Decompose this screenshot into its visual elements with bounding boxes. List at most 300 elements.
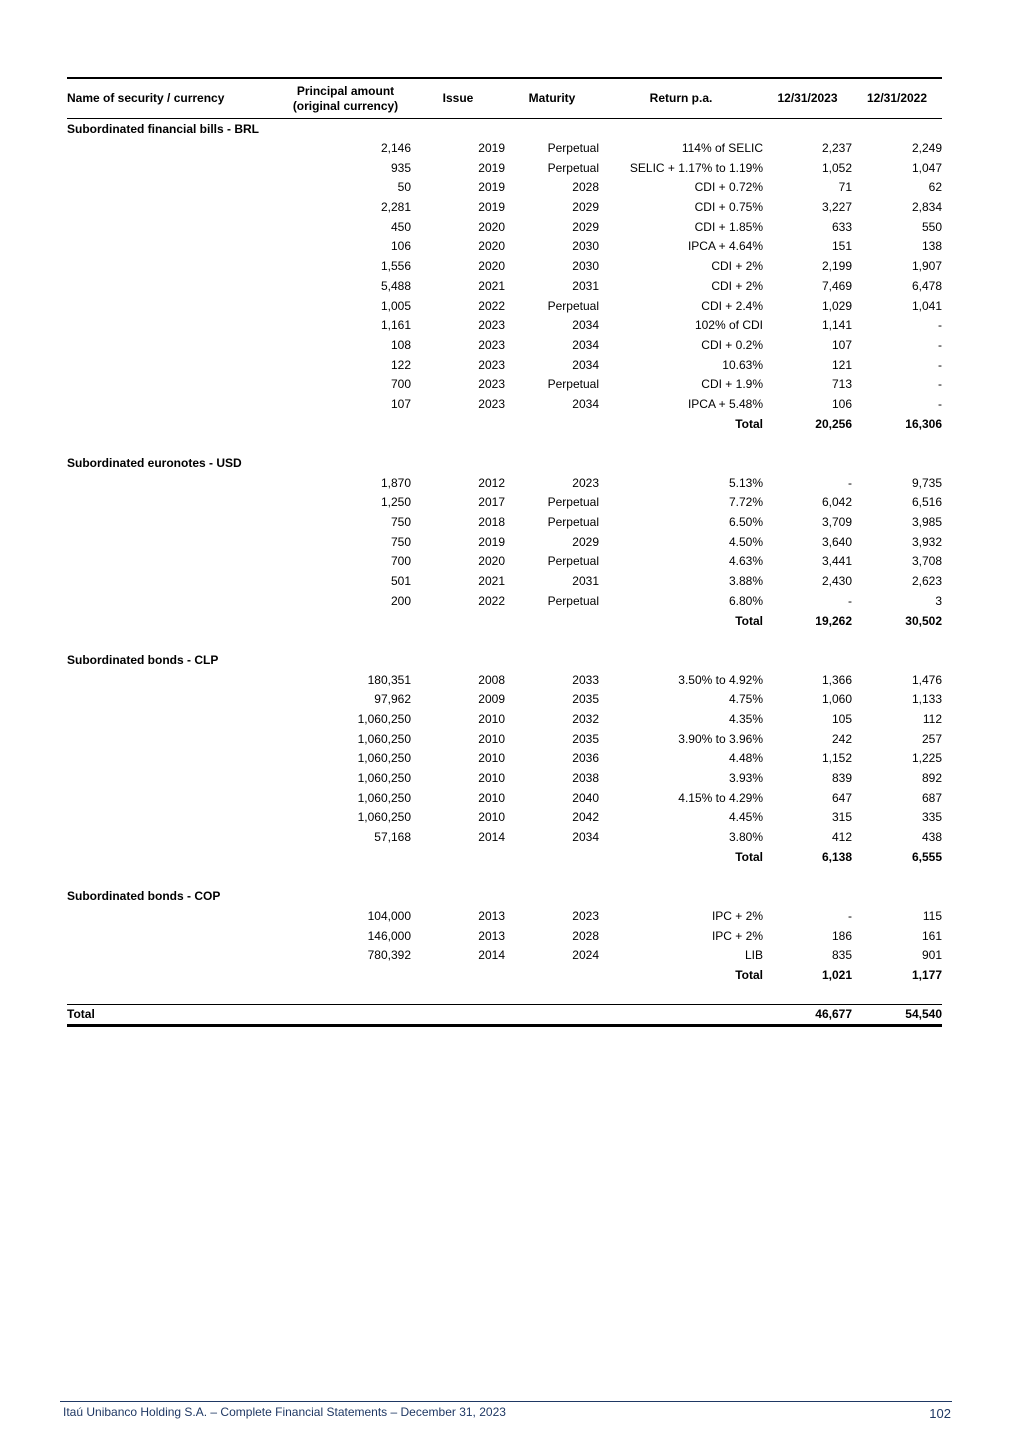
header-principal-line1: Principal amount [296, 83, 395, 98]
table-cell: 2023 [572, 475, 599, 490]
empty-cell [67, 630, 942, 650]
table-cell: 1,041 [911, 298, 942, 313]
table-cell: 2023 [478, 396, 505, 411]
table-cell: 2023 [572, 908, 599, 923]
empty-cell [280, 611, 411, 631]
table-cell: 6,516 [911, 495, 942, 510]
table-cell: 2038 [572, 771, 599, 786]
empty-cell [280, 1004, 411, 1025]
table-cell: Perpetual [547, 377, 599, 392]
table-row [67, 532, 942, 552]
table-cell: 2010 [478, 711, 505, 726]
table-cell: 106 [390, 239, 411, 254]
table-cell: 2014 [478, 830, 505, 845]
table-cell: 2019 [478, 141, 505, 156]
table-row [67, 571, 942, 591]
table-cell: 4.75% [728, 692, 763, 707]
empty-cell [67, 808, 280, 828]
table-cell: 2023 [478, 337, 505, 352]
section-title: Subordinated euronotes - USD [67, 456, 242, 471]
section-title: Subordinated financial bills - BRL [67, 121, 260, 136]
spacer-row [67, 630, 942, 650]
empty-cell [67, 158, 280, 178]
subtotal-label: Total [735, 613, 763, 628]
table-cell: 2032 [572, 711, 599, 726]
table-cell: 835 [831, 948, 852, 963]
subtotal-row [67, 847, 942, 867]
subtotal-label: Total [735, 849, 763, 864]
table-cell: 146,000 [367, 928, 411, 943]
table-cell: 138 [921, 239, 942, 254]
table-row [67, 138, 942, 158]
empty-cell [67, 847, 280, 867]
subtotal-label: Total [735, 416, 763, 431]
table-cell: CDI + 1.85% [694, 219, 763, 234]
table-cell: CDI + 2.4% [701, 298, 763, 313]
empty-cell [411, 847, 505, 867]
table-cell: 122 [390, 357, 411, 372]
table-cell: 892 [921, 771, 942, 786]
table-row [67, 827, 942, 847]
empty-cell [505, 847, 599, 867]
table-cell: 1,029 [821, 298, 852, 313]
table-row [67, 689, 942, 709]
table-cell: IPC + 2% [711, 908, 763, 923]
table-cell: 687 [921, 790, 942, 805]
table-cell: 106 [831, 396, 852, 411]
table-cell: 1,152 [821, 751, 852, 766]
table-cell: 7,469 [821, 278, 852, 293]
table-cell: 4.35% [728, 711, 763, 726]
empty-cell [67, 906, 280, 926]
table-cell: 315 [831, 810, 852, 825]
table-cell: 1,141 [821, 318, 852, 333]
empty-cell [67, 256, 280, 276]
table-cell: 2035 [572, 731, 599, 746]
table-cell: 2010 [478, 810, 505, 825]
empty-cell [67, 414, 280, 434]
table-row [67, 749, 942, 769]
table-cell: 2021 [478, 278, 505, 293]
subtotal-2022: 1,177 [911, 967, 942, 982]
empty-cell [411, 1004, 505, 1025]
table-cell: 1,005 [380, 298, 411, 313]
table-cell: 2013 [478, 928, 505, 943]
subtotal-2022: 6,555 [911, 849, 942, 864]
empty-cell [411, 414, 505, 434]
table-cell: 2008 [478, 672, 505, 687]
table-cell: 1,060,250 [357, 771, 411, 786]
table-cell: 1,133 [911, 692, 942, 707]
table-cell: IPCA + 5.48% [687, 396, 763, 411]
table-cell: CDI + 0.72% [694, 180, 763, 195]
footer-text: Itaú Unibanco Holding S.A. – Complete Financial Statements – December 31, 2023 [63, 1405, 506, 1419]
empty-cell [67, 217, 280, 237]
table-cell: 2,249 [911, 141, 942, 156]
table-cell: 2010 [478, 790, 505, 805]
table-cell: 2029 [572, 200, 599, 215]
table-cell: 450 [390, 219, 411, 234]
table-cell: 102% of CDI [694, 318, 763, 333]
table-cell: 412 [831, 830, 852, 845]
table-cell: 2019 [478, 200, 505, 215]
table-cell: 4.48% [728, 751, 763, 766]
table-cell: 2020 [478, 554, 505, 569]
table-cell: CDI + 0.2% [701, 337, 763, 352]
table-cell: 5,488 [380, 278, 411, 293]
table-cell: LIB [744, 948, 763, 963]
table-cell: 108 [390, 337, 411, 352]
table-cell: 839 [831, 771, 852, 786]
table-cell: - [938, 337, 942, 352]
empty-cell [599, 1004, 763, 1025]
empty-cell [67, 591, 280, 611]
table-cell: 1,161 [380, 318, 411, 333]
table-cell: 2030 [572, 239, 599, 254]
empty-cell [67, 788, 280, 808]
table-cell: 4.63% [728, 554, 763, 569]
table-cell: SELIC + 1.17% to 1.19% [629, 160, 763, 175]
table-row [67, 788, 942, 808]
table-row [67, 276, 942, 296]
empty-cell [67, 749, 280, 769]
table-cell: 2040 [572, 790, 599, 805]
empty-cell [280, 847, 411, 867]
table-cell: 2,281 [380, 200, 411, 215]
table-cell: 5.13% [728, 475, 763, 490]
table-cell: 2024 [572, 948, 599, 963]
table-cell: 2018 [478, 515, 505, 530]
empty-cell [67, 571, 280, 591]
grand-total-2022: 54,540 [852, 1004, 942, 1025]
table-cell: - [938, 377, 942, 392]
empty-cell [67, 493, 280, 513]
table-row [67, 217, 942, 237]
empty-cell [411, 965, 505, 985]
table-row [67, 178, 942, 198]
table-cell: 1,060,250 [357, 711, 411, 726]
empty-cell [67, 473, 280, 493]
header-2022: 12/31/2022 [852, 78, 942, 119]
empty-cell [67, 512, 280, 532]
table-cell: 2029 [572, 534, 599, 549]
table-cell: 2009 [478, 692, 505, 707]
table-cell: 62 [928, 180, 942, 195]
subtotal-2022: 30,502 [905, 613, 942, 628]
table-cell: 97,962 [374, 692, 411, 707]
table-cell: 6.80% [728, 593, 763, 608]
table-cell: 2,834 [911, 200, 942, 215]
table-header [67, 78, 942, 119]
table-cell: 3,709 [821, 515, 852, 530]
subtotal-2023: 6,138 [821, 849, 852, 864]
table-cell: 2,623 [911, 574, 942, 589]
subtotal-row [67, 414, 942, 434]
header-name: Name of security / currency [67, 78, 280, 119]
subtotal-label: Total [735, 967, 763, 982]
table-cell: 1,225 [911, 751, 942, 766]
table-row [67, 197, 942, 217]
header-principal [280, 78, 411, 119]
empty-cell [505, 965, 599, 985]
table-cell: 750 [390, 534, 411, 549]
table-cell: 2014 [478, 948, 505, 963]
table-row [67, 335, 942, 355]
empty-cell [67, 335, 280, 355]
empty-cell [67, 945, 280, 965]
table-cell: Perpetual [547, 554, 599, 569]
empty-cell [67, 689, 280, 709]
table-row [67, 473, 942, 493]
table-body [67, 119, 942, 1026]
section-title: Subordinated bonds - COP [67, 889, 221, 904]
table-cell: 3,227 [821, 200, 852, 215]
table-cell: 633 [831, 219, 852, 234]
table-cell: 1,907 [911, 259, 942, 274]
table-cell: 200 [390, 593, 411, 608]
table-row [67, 552, 942, 572]
empty-cell [67, 709, 280, 729]
page-footer [60, 1401, 952, 1424]
empty-cell [67, 611, 280, 631]
table-cell: 2,237 [821, 141, 852, 156]
table-cell: Perpetual [547, 160, 599, 175]
grand-total-row [67, 1004, 942, 1025]
empty-cell [67, 729, 280, 749]
table-cell: 257 [921, 731, 942, 746]
table-cell: 10.63% [722, 357, 763, 372]
table-cell: 161 [921, 928, 942, 943]
table-cell: 2,146 [380, 141, 411, 156]
table-cell: 6.50% [728, 515, 763, 530]
empty-cell [67, 355, 280, 375]
table-cell: 3,932 [911, 534, 942, 549]
table-cell: 2029 [572, 219, 599, 234]
table-cell: 2035 [572, 692, 599, 707]
table-cell: 2033 [572, 672, 599, 687]
table-cell: - [938, 318, 942, 333]
empty-cell [67, 296, 280, 316]
table-row [67, 158, 942, 178]
table-cell: 6,478 [911, 278, 942, 293]
table-row [67, 768, 942, 788]
table-row [67, 237, 942, 257]
table-row [67, 808, 942, 828]
empty-cell [411, 611, 505, 631]
table-cell: 1,060,250 [357, 751, 411, 766]
table-cell: 3,708 [911, 554, 942, 569]
subtotal-row [67, 611, 942, 631]
table-cell: 50 [397, 180, 411, 195]
empty-cell [67, 926, 280, 946]
table-cell: Perpetual [547, 298, 599, 313]
table-cell: 107 [831, 337, 852, 352]
empty-cell [67, 670, 280, 690]
section-title: Subordinated bonds - CLP [67, 652, 219, 667]
table-cell: 3.50% to 4.92% [678, 672, 763, 687]
table-cell: 780,392 [367, 948, 411, 963]
table-cell: 2020 [478, 239, 505, 254]
table-cell: 2023 [478, 377, 505, 392]
table-cell: 4.45% [728, 810, 763, 825]
table-cell: Perpetual [547, 495, 599, 510]
table-row [67, 729, 942, 749]
empty-cell [67, 138, 280, 158]
table-cell: 3.90% to 3.96% [678, 731, 763, 746]
table-row [67, 296, 942, 316]
table-row [67, 512, 942, 532]
table-row [67, 709, 942, 729]
table-row [67, 394, 942, 414]
table-row [67, 591, 942, 611]
section-title-row [67, 886, 942, 906]
subtotal-2022: 16,306 [905, 416, 942, 431]
section-title-row [67, 119, 942, 139]
table-cell: 112 [922, 711, 942, 726]
table-cell: 2019 [478, 180, 505, 195]
empty-cell [67, 965, 280, 985]
table-cell: 186 [831, 928, 852, 943]
table-cell: 71 [838, 180, 852, 195]
table-cell: 2042 [572, 810, 599, 825]
table-cell: 2034 [572, 396, 599, 411]
table-cell: 3.80% [728, 830, 763, 845]
table-cell: 3,985 [911, 515, 942, 530]
empty-cell [505, 611, 599, 631]
table-cell: 2034 [572, 318, 599, 333]
table-cell: 1,060,250 [357, 731, 411, 746]
table-cell: 1,060,250 [357, 810, 411, 825]
table-cell: 2023 [478, 318, 505, 333]
table-cell: 1,556 [380, 259, 411, 274]
spacer-row [67, 867, 942, 887]
subtotal-2023: 20,256 [815, 416, 852, 431]
table-cell: 2,199 [821, 259, 852, 274]
page-number: 102 [929, 1406, 951, 1421]
table-row [67, 374, 942, 394]
table-cell: 3,441 [821, 554, 852, 569]
header-2023: 12/31/2023 [763, 78, 852, 119]
table-cell: 4.50% [728, 534, 763, 549]
table-cell: CDI + 2% [711, 259, 763, 274]
table-cell: 2023 [478, 357, 505, 372]
empty-cell [67, 867, 942, 887]
table-cell: 3.93% [728, 771, 763, 786]
table-cell: 2019 [478, 534, 505, 549]
table-cell: - [848, 908, 852, 923]
table-cell: - [848, 593, 852, 608]
table-cell: 2022 [478, 298, 505, 313]
table-cell: 2013 [478, 908, 505, 923]
table-cell: 501 [390, 574, 411, 589]
table-cell: IPCA + 4.64% [687, 239, 763, 254]
table-cell: 438 [921, 830, 942, 845]
table-cell: 2017 [478, 495, 505, 510]
empty-cell [505, 1004, 599, 1025]
table-cell: 2036 [572, 751, 599, 766]
empty-cell [505, 414, 599, 434]
table-cell: 1,060 [821, 692, 852, 707]
table-cell: CDI + 1.9% [701, 377, 763, 392]
table-cell: 750 [390, 515, 411, 530]
table-cell: 121 [831, 357, 852, 372]
table-cell: 242 [831, 731, 852, 746]
table-cell: 9,735 [911, 475, 942, 490]
table-cell: 1,250 [380, 495, 411, 510]
table-cell: IPC + 2% [711, 928, 763, 943]
table-cell: 2034 [572, 357, 599, 372]
table-cell: 2019 [478, 160, 505, 175]
table-cell: 4.15% to 4.29% [678, 790, 763, 805]
empty-cell [280, 414, 411, 434]
table-cell: 2028 [572, 928, 599, 943]
table-cell: 2034 [572, 337, 599, 352]
header-principal-line2: (original currency) [292, 98, 399, 113]
table-row [67, 315, 942, 335]
table-cell: Perpetual [547, 141, 599, 156]
table-cell: 2034 [572, 830, 599, 845]
header-return: Return p.a. [599, 78, 763, 119]
empty-cell [67, 374, 280, 394]
table-row [67, 945, 942, 965]
table-cell: 901 [921, 948, 942, 963]
table-cell: 3.88% [728, 574, 763, 589]
table-cell: 105 [831, 711, 852, 726]
subtotal-row [67, 965, 942, 985]
table-cell: Perpetual [547, 515, 599, 530]
table-cell: - [938, 357, 942, 372]
table-cell: 2031 [572, 278, 599, 293]
table-cell: 700 [390, 554, 411, 569]
empty-cell [67, 315, 280, 335]
table-cell: 114% of SELIC [681, 141, 763, 156]
table-cell: 3,640 [821, 534, 852, 549]
table-cell: 1,476 [911, 672, 942, 687]
table-cell: 2010 [478, 751, 505, 766]
table-cell: Perpetual [547, 593, 599, 608]
table-cell: 180,351 [367, 672, 411, 687]
grand-total-2023: 46,677 [763, 1004, 852, 1025]
table-cell: 6,042 [821, 495, 852, 510]
empty-cell [67, 827, 280, 847]
table-cell: 713 [831, 377, 852, 392]
header-maturity: Maturity [505, 78, 599, 119]
table-cell: 2031 [572, 574, 599, 589]
subtotal-2023: 19,262 [815, 613, 852, 628]
table-cell: 2012 [478, 475, 505, 490]
table-cell: 2010 [478, 771, 505, 786]
table-cell: 2020 [478, 219, 505, 234]
table-cell: 115 [922, 908, 942, 923]
table-cell: 1,052 [821, 160, 852, 175]
subordinated-debt-table [67, 77, 942, 1027]
empty-cell [67, 434, 942, 454]
empty-cell [67, 276, 280, 296]
empty-cell [67, 178, 280, 198]
table-cell: 2010 [478, 731, 505, 746]
table-cell: 107 [390, 396, 411, 411]
grand-total-label: Total [67, 1004, 280, 1025]
table-cell: 1,047 [911, 160, 942, 175]
table-cell: 2030 [572, 259, 599, 274]
empty-cell [280, 965, 411, 985]
empty-cell [67, 197, 280, 217]
section-title-row [67, 453, 942, 473]
table-row [67, 493, 942, 513]
table-cell: 2020 [478, 259, 505, 274]
table-cell: CDI + 2% [711, 278, 763, 293]
table-row [67, 926, 942, 946]
